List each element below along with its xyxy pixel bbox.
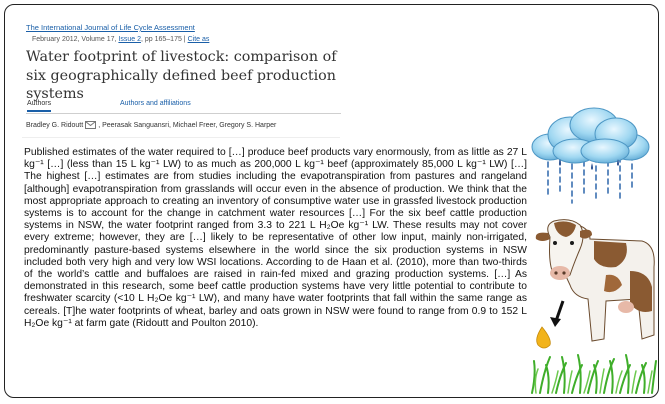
paragraph-text: Published estimates of the water required to […] produce beef products vary enormously, from as little as 27 L kg⁻¹ […] (less than 15 L kg⁻¹ LW) to as much as 200,000 L kg⁻¹ beef (approximately 85,000 L kg⁻¹ LW) […] The highest […] estimates are from studies including the evapotranspiration from pastures and rangeland [although] evapotranspiration from grasslands will occur even in the absence of production. We think that the most appropriate approach to creating an inventory of consumptive water use in grassfed livestock production systems is to account for the change in catchment water resources […] For the six beef cattle production systems in NSW, the water footprint ranged from 3.3 to 221 L H₂Oe kg⁻¹ LW. These results may not cover every extreme; however, they are […] likely to be representative of other low input, mainly non-irrigated, predominantly pasture-based systems elsewhere in the world since the six production systems in NSW included both very high and very low WSI locations. According to de Haan et al. (2010), more than two-thirds of the world’s cattle and buffaloes are raised in rain-fed mixed and grazing production systems. […] As demonstrated in this research, some beef cattle production systems have very little potential to contribute to freshwater scarcity (<10 L H₂Oe kg⁻¹ LW), and many have water footprints that fall within the same range as cereals. [T]he water footprints of wheat, barley and oats grown in NSW were found to range from 0.9 to 152 L H₂Oe kg⁻¹ at farm gate (Ridoutt and Poulton 2010). <box>24 147 527 329</box>
water-drop-icon <box>537 327 551 348</box>
author-list <box>26 121 276 131</box>
other-authors: , Peerasak Sanguansri, Michael Freer, Gregory S. Harper <box>98 122 277 129</box>
grass-icon <box>532 355 656 393</box>
journal-link[interactable]: The International Journal of Life Cycle Assessment <box>26 23 195 32</box>
mail-icon[interactable] <box>85 121 96 131</box>
cow-illustration <box>530 215 658 395</box>
tab-affiliations[interactable]: Authors and affiliations <box>120 100 191 107</box>
quoted-paragraph <box>24 147 527 330</box>
publication-meta <box>32 36 209 43</box>
down-arrow-icon <box>550 301 563 327</box>
meta-prefix: February 2012, Volume 17, <box>32 36 117 43</box>
tab-authors[interactable]: Authors <box>27 100 51 112</box>
paper-title: Water footprint of livestock: comparison of six geographically defined beef production systems <box>26 49 337 102</box>
meta-pages: , pp 165–175 | <box>140 36 186 43</box>
issue-link[interactable]: Issue 2 <box>118 36 141 43</box>
cite-link[interactable]: Cite as <box>187 36 210 43</box>
rain-cloud-icon <box>530 107 652 207</box>
first-author[interactable]: Bradley G. Ridoutt <box>26 122 84 129</box>
slide-frame <box>4 4 659 398</box>
author-tabs <box>26 99 341 114</box>
paper-header-clip <box>22 19 340 138</box>
